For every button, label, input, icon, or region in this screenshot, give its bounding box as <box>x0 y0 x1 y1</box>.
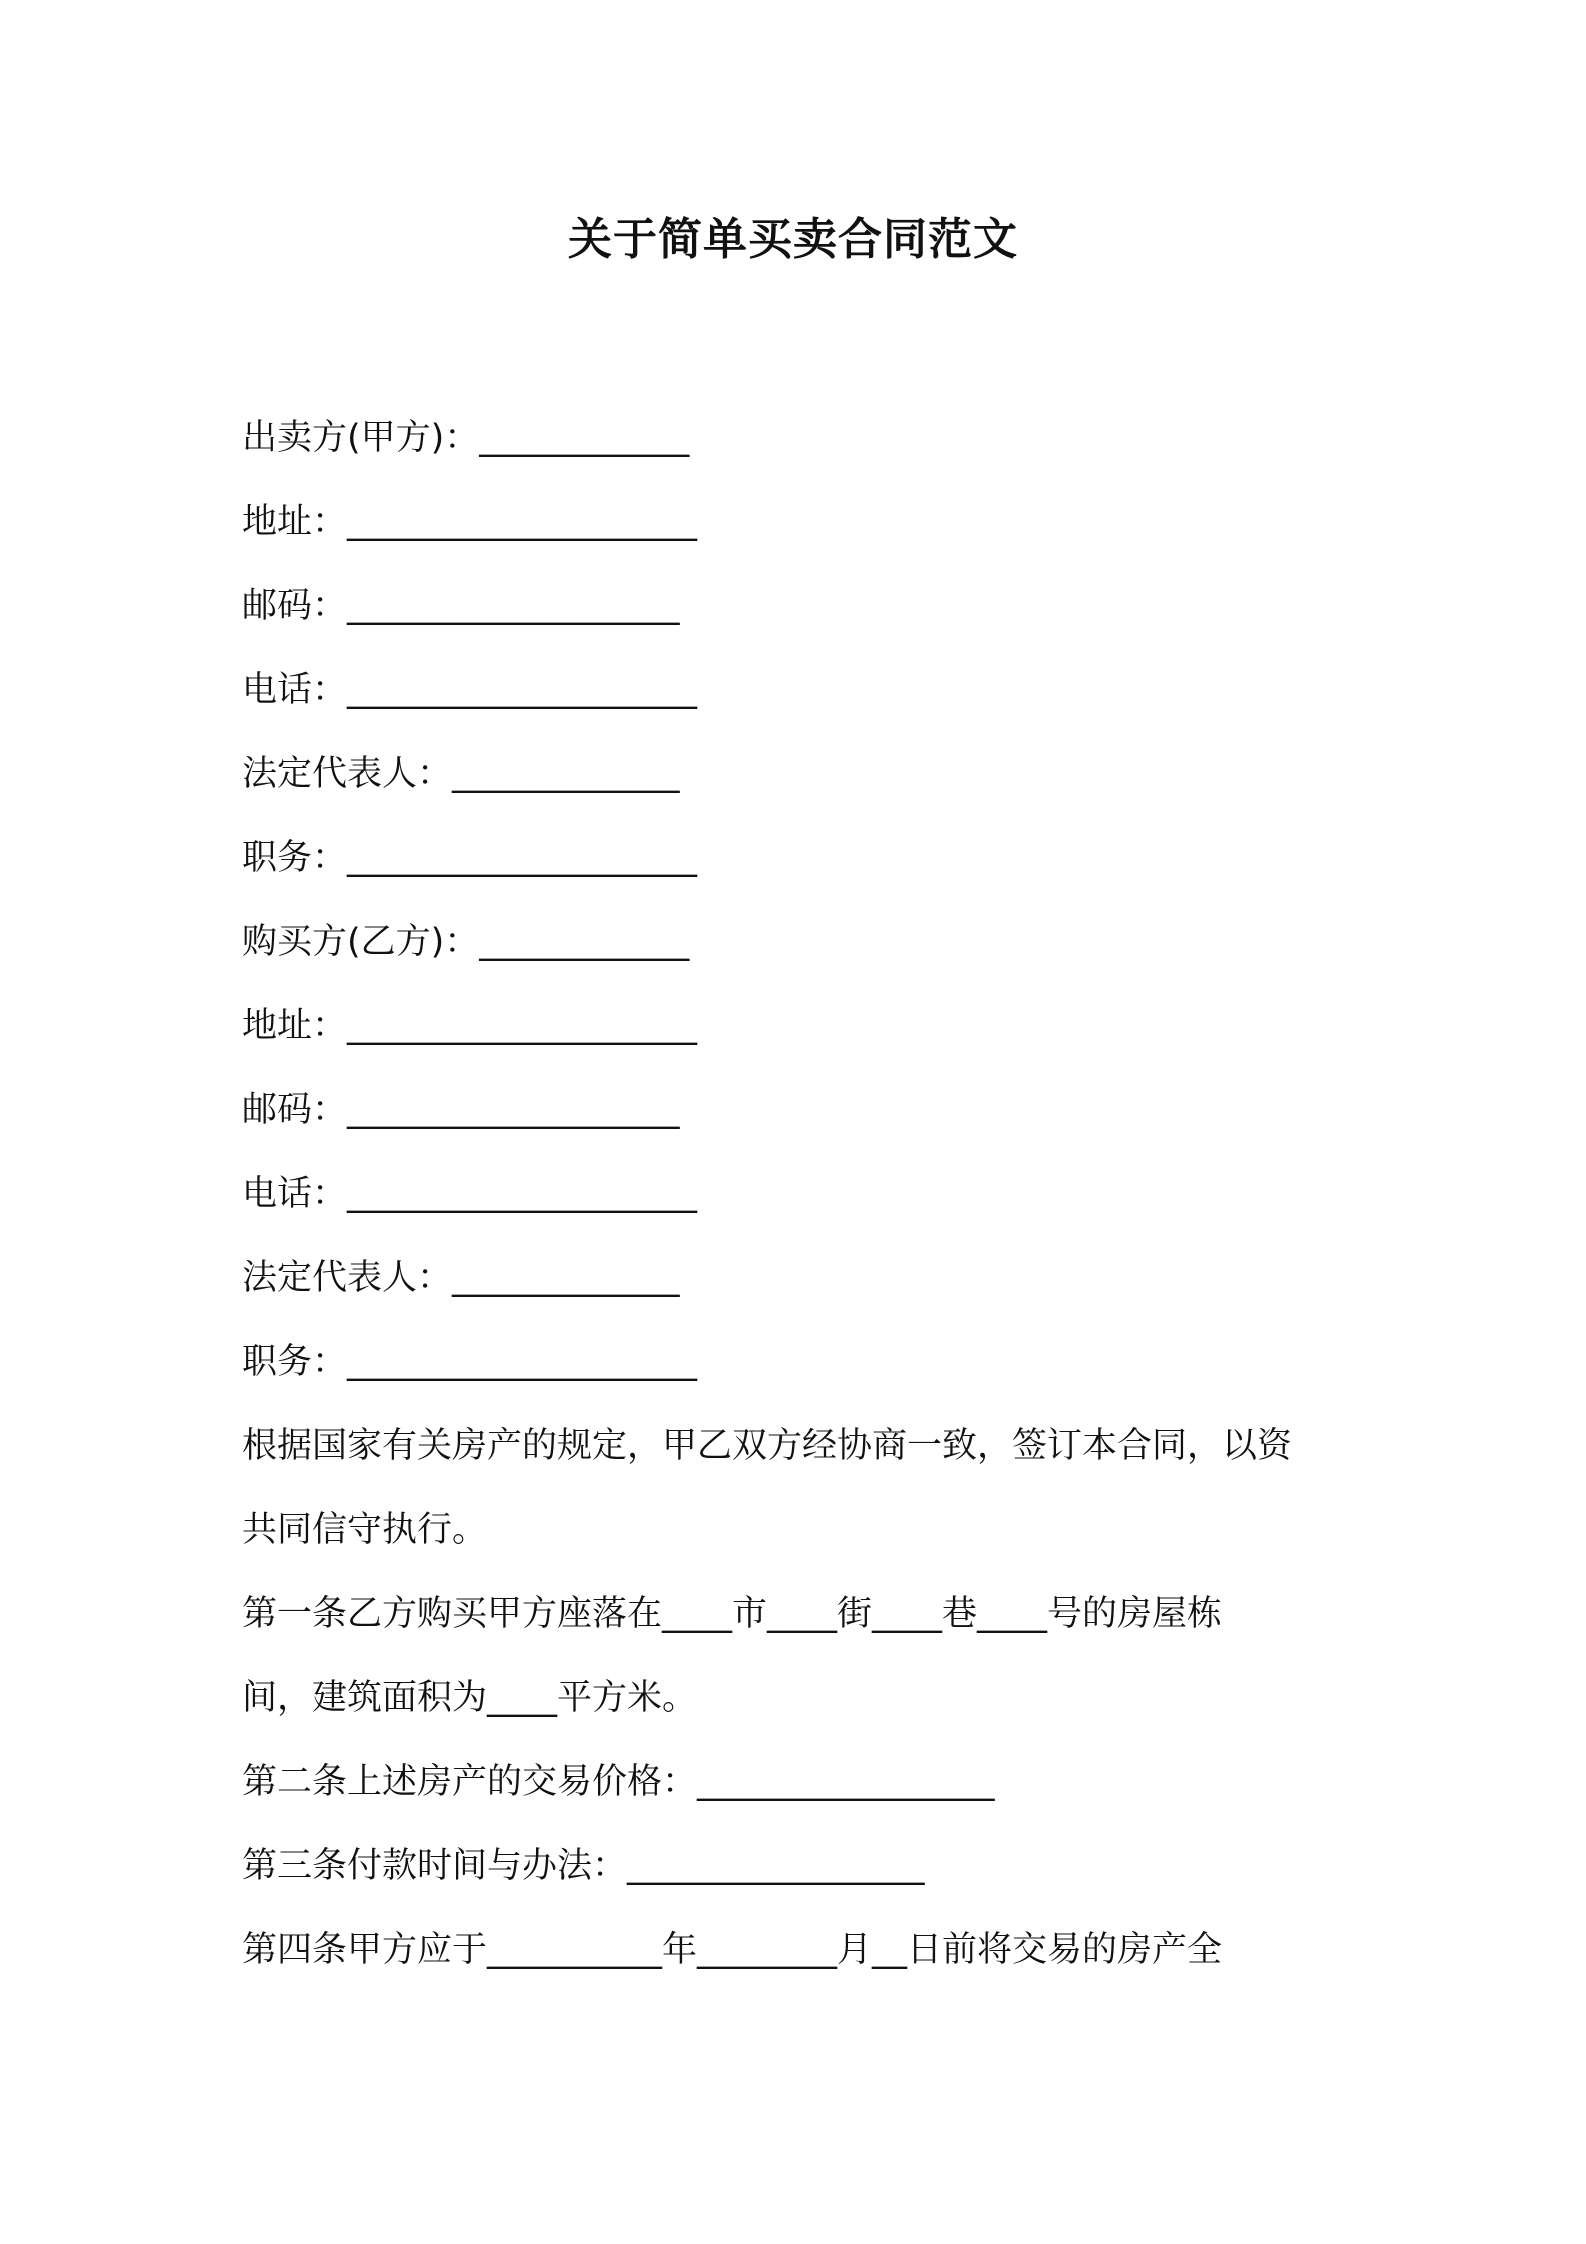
preamble-line-2: 共同信守执行。 <box>242 1510 488 1550</box>
preamble-line-1: 根据国家有关房产的规定，甲乙双方经协商一致，签订本合同，以资 <box>242 1426 1293 1466</box>
buyer-phone-line: 电话：____________________ <box>242 1174 698 1214</box>
seller-phone-line: 电话：____________________ <box>242 670 698 710</box>
article-3-line: 第三条付款时间与办法：_________________ <box>242 1846 925 1886</box>
buyer-address-line: 地址：____________________ <box>242 1006 698 1046</box>
article-2-line: 第二条上述房产的交易价格：_________________ <box>242 1762 995 1802</box>
buyer-legal-rep-line: 法定代表人：_____________ <box>242 1258 680 1298</box>
document-body <box>242 408 1362 2004</box>
seller-legal-rep-line: 法定代表人：_____________ <box>242 754 680 794</box>
article-4-line: 第四条甲方应于__________年________月__日前将交易的房产全 <box>242 1930 1223 1970</box>
document-title: 关于简单买卖合同范文 <box>568 214 1018 265</box>
buyer-postcode-line: 邮码：___________________ <box>242 1090 680 1130</box>
seller-address-line: 地址：____________________ <box>242 502 698 542</box>
seller-position-line: 职务：____________________ <box>242 838 698 878</box>
buyer-name-line: 购买方(乙方)：____________ <box>242 922 690 962</box>
seller-name-line: 出卖方(甲方)：____________ <box>242 418 690 458</box>
article-1-line-2: 间，建筑面积为____平方米。 <box>242 1678 698 1718</box>
seller-postcode-line: 邮码：___________________ <box>242 586 680 626</box>
buyer-position-line: 职务：____________________ <box>242 1342 698 1382</box>
article-1-line-1: 第一条乙方购买甲方座落在____市____街____巷____号的房屋栋 <box>242 1594 1223 1634</box>
